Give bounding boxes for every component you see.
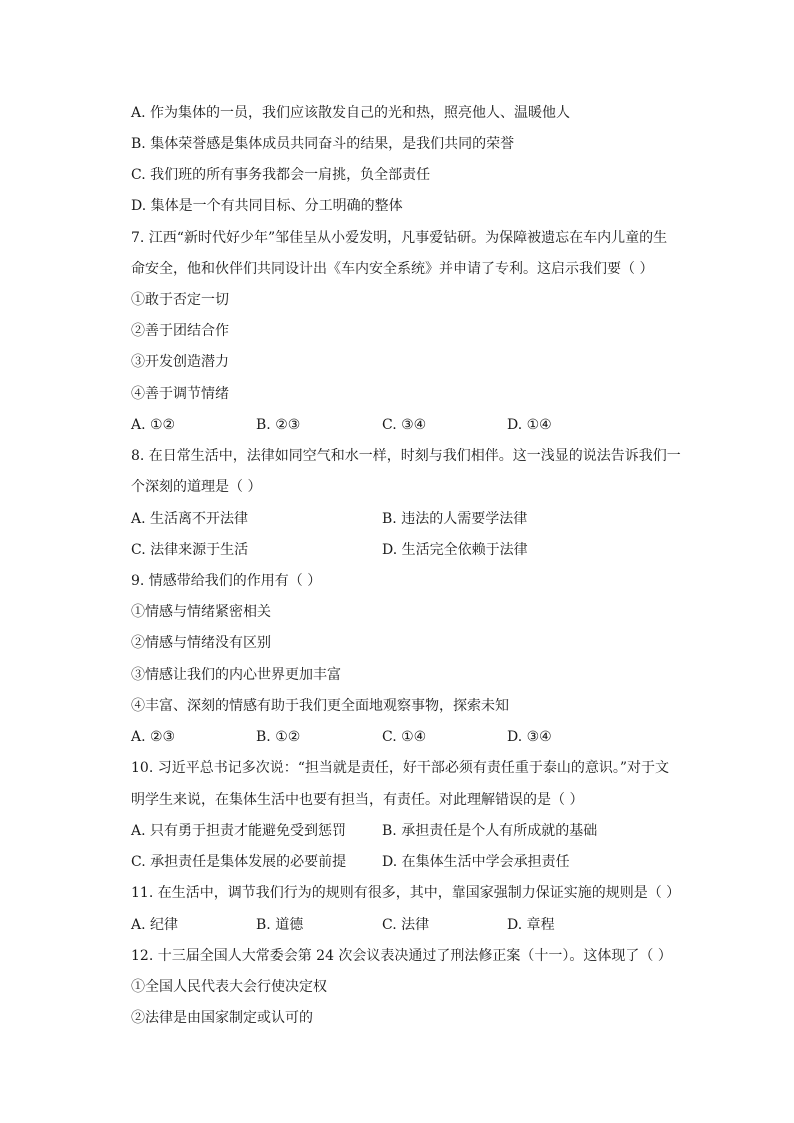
q10-stem-line1: 10. 习近平总书记多次说：“担当就是责任，好干部必须有责任重于泰山的意识。”对于文 (131, 760, 670, 776)
q7-item-3: ③开发创造潜力 (131, 354, 229, 370)
q12-item-2: ②法律是由国家制定或认可的 (131, 1010, 313, 1026)
q9-item-3: ③情感让我们的内心世界更加丰富 (131, 667, 341, 683)
q11-option-b: B. 道德 (256, 917, 304, 933)
q8-option-b: B. 违法的人需要学法律 (382, 511, 528, 527)
q12-stem: 12. 十三届全国人大常委会第 24 次会议表决通过了刑法修正案（十一）。这体现了（ ） (131, 948, 672, 964)
q7-item-4: ④善于调节情绪 (131, 386, 229, 402)
q9-stem: 9. 情感带给我们的作用有（ ） (131, 573, 322, 589)
q7-stem-line1: 7. 江西“新时代好少年”邹佳呈从小爱发明，凡事爱钻研。为保障被遗忘在车内儿童的生 (131, 230, 668, 246)
q7-option-a: A. ①② (131, 417, 176, 433)
q10-stem-line2: 明学生来说，在集体生活中也要有担当，有责任。对此理解错误的是（ ） (131, 792, 584, 808)
q7-option-c: C. ③④ (382, 417, 427, 433)
q6-option-d: D. 集体是一个有共同目标、分工明确的整体 (131, 198, 403, 214)
q10-option-c: C. 承担责任是集体发展的必要前提 (131, 854, 347, 870)
q11-option-a: A. 纪律 (131, 917, 179, 933)
q9-item-4: ④丰富、深刻的情感有助于我们更全面地观察事物，探索未知 (131, 698, 509, 714)
q9-item-1: ①情感与情绪紧密相关 (131, 604, 271, 620)
q6-option-b: B. 集体荣誉感是集体成员共同奋斗的结果，是我们共同的荣誉 (131, 136, 515, 152)
q9-item-2: ②情感与情绪没有区别 (131, 635, 271, 651)
q11-option-d: D. 章程 (507, 917, 555, 933)
q9-option-a: A. ②③ (131, 729, 176, 745)
q7-item-2: ②善于团结合作 (131, 323, 229, 339)
q6-option-c: C. 我们班的所有事务我都会一肩挑，负全部责任 (131, 167, 431, 183)
q12-item-1: ①全国人民代表大会行使决定权 (131, 979, 327, 995)
q8-option-c: C. 法律来源于生活 (131, 542, 249, 558)
q7-item-1: ①敢于否定一切 (131, 292, 229, 308)
q11-option-c: C. 法律 (382, 917, 430, 933)
q7-option-d: D. ①④ (507, 417, 552, 433)
q8-option-a: A. 生活离不开法律 (131, 511, 249, 527)
q6-option-a: A. 作为集体的一员，我们应该散发自己的光和热，照亮他人、温暖他人 (131, 105, 571, 121)
q8-stem-line1: 8. 在日常生活中，法律如同空气和水一样，时刻与我们相伴。这一浅显的说法告诉我们一 (131, 448, 681, 464)
q8-stem-line2: 个深刻的道理是（ ） (131, 479, 262, 495)
q9-option-b: B. ①② (256, 729, 301, 745)
q10-option-b: B. 承担责任是个人有所成就的基础 (382, 823, 598, 839)
q10-option-d: D. 在集体生活中学会承担责任 (382, 854, 570, 870)
q7-stem-line2: 命安全，他和伙伴们共同设计出《车内安全系统》并申请了专利。这启示我们要（ ） (131, 261, 654, 277)
q10-option-a: A. 只有勇于担责才能避免受到惩罚 (131, 823, 347, 839)
q8-option-d: D. 生活完全依赖于法律 (382, 542, 528, 558)
q9-option-c: C. ①④ (382, 729, 427, 745)
q11-stem: 11. 在生活中，调节我们行为的规则有很多，其中，靠国家强制力保证实施的规则是（ ） (131, 885, 681, 901)
q7-option-b: B. ②③ (256, 417, 301, 433)
q9-option-d: D. ③④ (507, 729, 552, 745)
